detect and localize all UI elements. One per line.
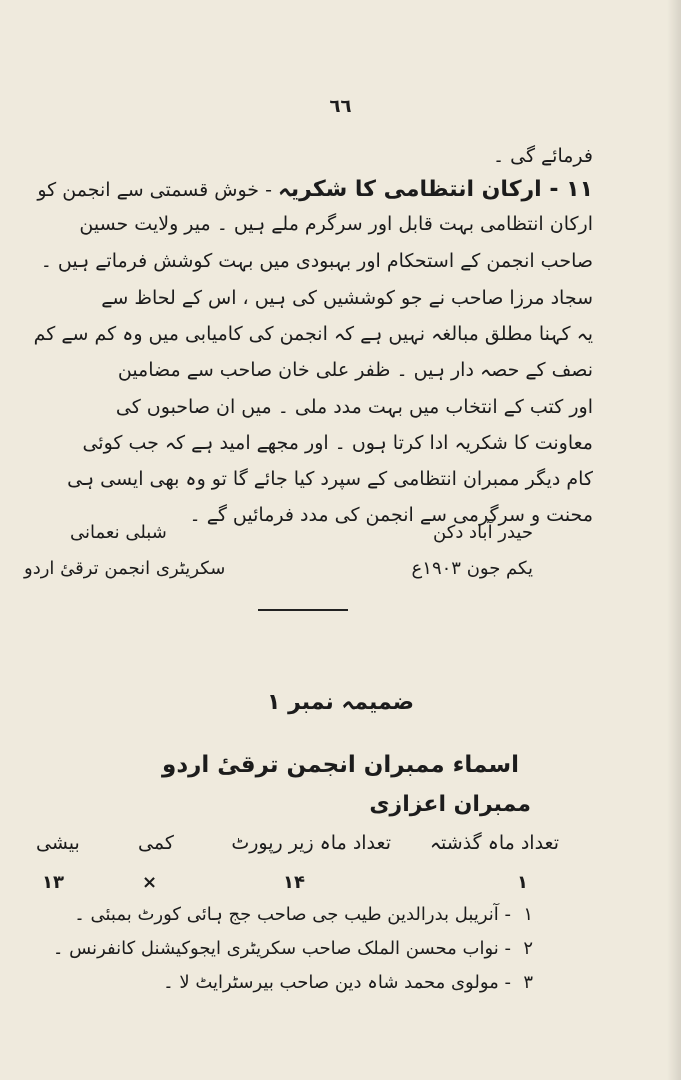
section-heading-line [28, 172, 593, 208]
signature-date: یکم جون ۱۹۰۳ع [411, 558, 533, 579]
page-number: ٦٦ [329, 96, 352, 117]
count-previous-month: ۱ [517, 872, 528, 893]
body-line: محنت و سرگرمی سے انجمن کی مدد فرمائیں گے ۔ [189, 504, 593, 526]
col-previous-month: تعداد ماہ گذشتہ [429, 832, 559, 854]
body-line: معاونت کا شکریہ ادا کرتا ہوں ۔ اور مجھے امید ہے کہ جب کوئی [82, 432, 593, 454]
count-decrease: × [142, 872, 158, 893]
member-index: ۱ [523, 904, 533, 925]
body-line: یہ کہنا مطلق مبالغہ نہیں ہے کہ انجمن کی کامیابی میں وہ کم سے کم [33, 323, 593, 345]
body-line: سجاد مرزا صاحب نے جو کوششیں کی ہیں ، اس کے لحاظ سے [101, 287, 593, 309]
member-index: ۲ [523, 938, 533, 959]
signature-name: شبلی نعمانی [70, 522, 167, 543]
member-row [28, 966, 533, 1000]
signature-title: سکریٹری انجمن ترقیٔ اردو [24, 558, 226, 579]
body-line: کام دیگر ممبران انتظامی کے سپرد کیا جائے گا تو وہ بھی ایسی ہی [67, 468, 593, 490]
appendix-subtitle: اسماء ممبران انجمن ترقیٔ اردو [162, 752, 519, 778]
member-row [28, 932, 533, 966]
continuation-line: فرمائے گی ۔ [492, 145, 593, 167]
section-heading: ۱۱ - ارکان انتظامی کا شکریہ [278, 177, 593, 202]
body-line: صاحب انجمن کے استحکام اور بہبودی میں بہت کوشش فرماتے ہیں ۔ [40, 250, 593, 272]
member-index: ۳ [523, 972, 533, 993]
body-line: نصف کے حصہ دار ہیں ۔ ظفر علی خان صاحب سے مضامین [117, 359, 593, 381]
signature-place: حیدر آباد دکن [433, 522, 533, 543]
section-heading-rest: - خوش قسمتی سے انجمن کو [37, 179, 278, 201]
body-line: اور کتب کے انتخاب میں بہت مدد ملی ۔ میں ان صاحبوں کی [115, 396, 593, 418]
member-category: ممبران اعزازی [369, 792, 531, 817]
member-name: - مولوی محمد شاہ دین صاحب بیرسٹرایٹ لا ۔ [163, 972, 511, 993]
section-divider [258, 609, 348, 611]
col-increase: بیشی [36, 832, 80, 854]
count-increase: ۱۳ [42, 872, 64, 893]
appendix-title: ضمیمہ نمبر ۱ [266, 690, 415, 715]
page-edge-shadow [667, 0, 681, 1080]
col-report-month: تعداد ماہ زیر رپورٹ [231, 832, 391, 854]
col-decrease: کمی [138, 832, 174, 854]
member-name: - آنریبل بدرالدین طیب جی صاحب جج ہائی کورٹ بمبئی ۔ [74, 904, 511, 925]
body-line: ارکان انتظامی بہت قابل اور سرگرم ملے ہیں ۔ میر ولایت حسین [79, 213, 593, 235]
count-report-month: ۱۴ [283, 872, 305, 893]
member-name: - نواب محسن الملک صاحب سکریٹری ایجوکیشنل کانفرنس ۔ [52, 938, 511, 959]
member-row [28, 898, 533, 932]
